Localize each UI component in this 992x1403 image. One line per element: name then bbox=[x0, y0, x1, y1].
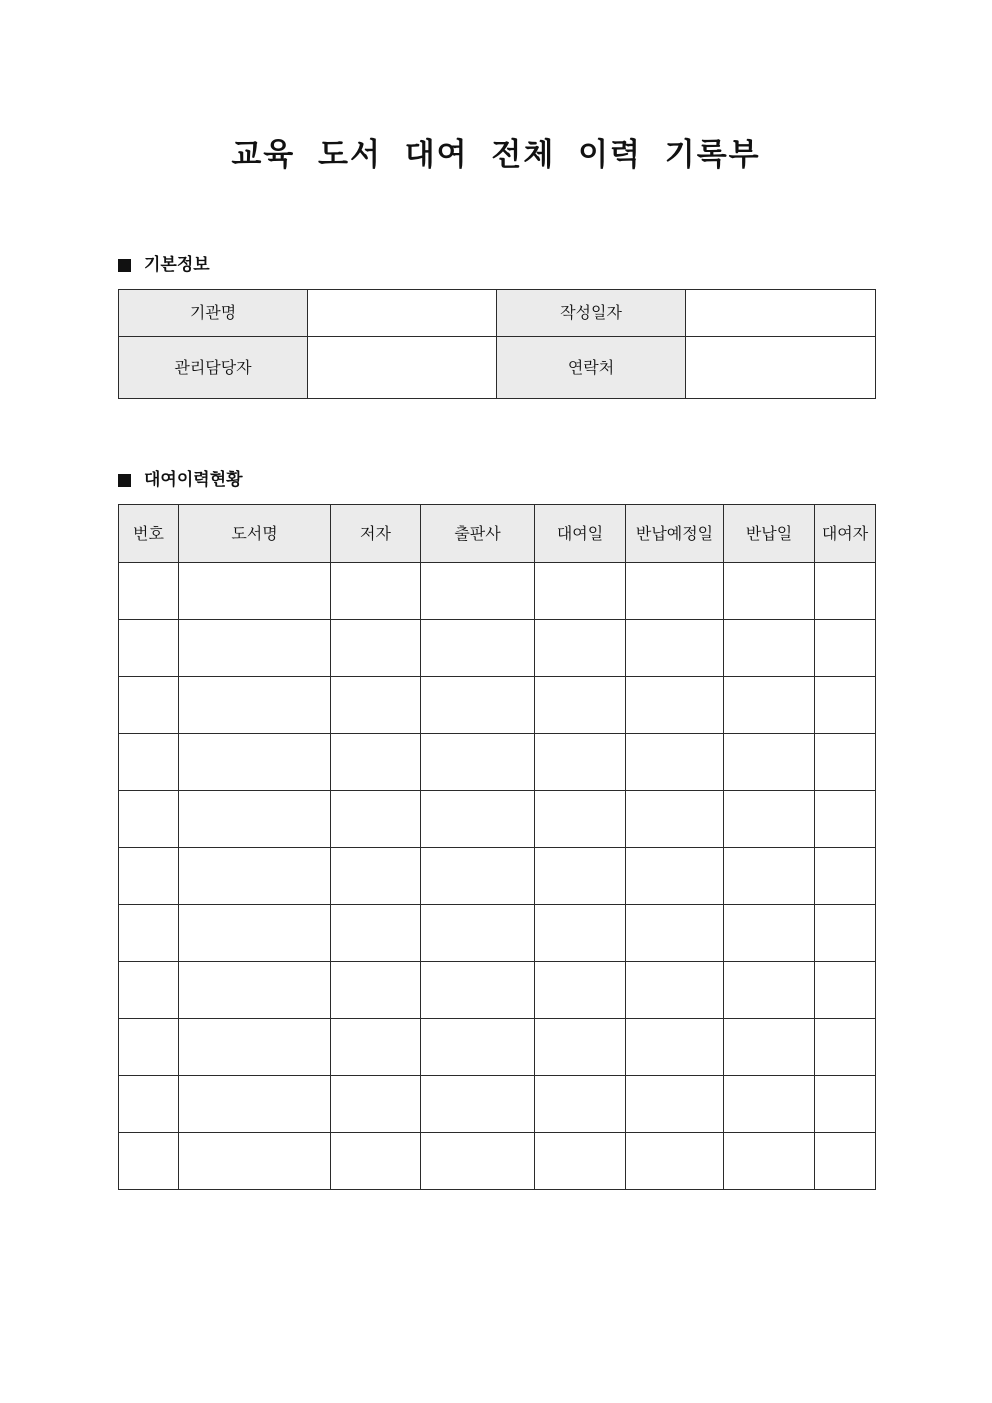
rental-history-heading bbox=[118, 468, 243, 492]
basic-info-row bbox=[119, 290, 876, 337]
cell-no[interactable] bbox=[119, 677, 179, 734]
cell-book-title[interactable] bbox=[179, 848, 331, 905]
cell-return-date[interactable] bbox=[724, 905, 815, 962]
cell-no[interactable] bbox=[119, 620, 179, 677]
cell-due-date[interactable] bbox=[626, 962, 724, 1019]
cell-due-date[interactable] bbox=[626, 563, 724, 620]
cell-book-title[interactable] bbox=[179, 677, 331, 734]
cell-author[interactable] bbox=[331, 1076, 421, 1133]
cell-rental-date[interactable] bbox=[535, 1133, 626, 1190]
cell-publisher[interactable] bbox=[421, 734, 535, 791]
cell-return-date[interactable] bbox=[724, 1019, 815, 1076]
cell-publisher[interactable] bbox=[421, 1076, 535, 1133]
column-header-return-date: 반납일 bbox=[724, 505, 815, 563]
cell-borrower[interactable] bbox=[815, 1019, 876, 1076]
cell-book-title[interactable] bbox=[179, 1076, 331, 1133]
column-header-author: 저자 bbox=[331, 505, 421, 563]
cell-return-date[interactable] bbox=[724, 1076, 815, 1133]
cell-no[interactable] bbox=[119, 1076, 179, 1133]
cell-book-title[interactable] bbox=[179, 620, 331, 677]
column-header-book-title: 도서명 bbox=[179, 505, 331, 563]
date-label: 작성일자 bbox=[497, 290, 686, 337]
cell-author[interactable] bbox=[331, 734, 421, 791]
cell-rental-date[interactable] bbox=[535, 677, 626, 734]
table-row bbox=[119, 1133, 876, 1190]
cell-no[interactable] bbox=[119, 962, 179, 1019]
basic-info-table bbox=[118, 289, 876, 399]
cell-rental-date[interactable] bbox=[535, 962, 626, 1019]
cell-publisher[interactable] bbox=[421, 848, 535, 905]
institution-field[interactable] bbox=[308, 290, 497, 337]
cell-due-date[interactable] bbox=[626, 1133, 724, 1190]
cell-author[interactable] bbox=[331, 848, 421, 905]
cell-return-date[interactable] bbox=[724, 791, 815, 848]
cell-book-title[interactable] bbox=[179, 734, 331, 791]
table-row bbox=[119, 905, 876, 962]
cell-return-date[interactable] bbox=[724, 1133, 815, 1190]
cell-rental-date[interactable] bbox=[535, 791, 626, 848]
basic-info-heading-text: 기본정보 bbox=[144, 255, 210, 275]
cell-due-date[interactable] bbox=[626, 1019, 724, 1076]
cell-rental-date[interactable] bbox=[535, 734, 626, 791]
contact-field[interactable] bbox=[686, 337, 876, 399]
cell-rental-date[interactable] bbox=[535, 905, 626, 962]
cell-no[interactable] bbox=[119, 563, 179, 620]
table-header-row bbox=[119, 505, 876, 563]
cell-no[interactable] bbox=[119, 1019, 179, 1076]
cell-book-title[interactable] bbox=[179, 962, 331, 1019]
table-row bbox=[119, 620, 876, 677]
cell-author[interactable] bbox=[331, 791, 421, 848]
cell-borrower[interactable] bbox=[815, 791, 876, 848]
cell-rental-date[interactable] bbox=[535, 1019, 626, 1076]
rental-history-table bbox=[118, 504, 876, 1190]
rental-history-heading-text: 대여이력현황 bbox=[144, 470, 243, 490]
cell-return-date[interactable] bbox=[724, 620, 815, 677]
cell-publisher[interactable] bbox=[421, 962, 535, 1019]
cell-due-date[interactable] bbox=[626, 734, 724, 791]
table-row bbox=[119, 563, 876, 620]
column-header-rental-date: 대여일 bbox=[535, 505, 626, 563]
cell-no[interactable] bbox=[119, 734, 179, 791]
cell-author[interactable] bbox=[331, 905, 421, 962]
cell-borrower[interactable] bbox=[815, 1133, 876, 1190]
cell-borrower[interactable] bbox=[815, 734, 876, 791]
cell-due-date[interactable] bbox=[626, 677, 724, 734]
contact-label: 연락처 bbox=[497, 337, 686, 399]
cell-due-date[interactable] bbox=[626, 848, 724, 905]
cell-no[interactable] bbox=[119, 905, 179, 962]
table-row bbox=[119, 791, 876, 848]
cell-rental-date[interactable] bbox=[535, 848, 626, 905]
cell-no[interactable] bbox=[119, 848, 179, 905]
cell-author[interactable] bbox=[331, 677, 421, 734]
cell-rental-date[interactable] bbox=[535, 1076, 626, 1133]
date-field[interactable] bbox=[686, 290, 876, 337]
cell-due-date[interactable] bbox=[626, 1076, 724, 1133]
cell-author[interactable] bbox=[331, 962, 421, 1019]
cell-author[interactable] bbox=[331, 1019, 421, 1076]
cell-publisher[interactable] bbox=[421, 563, 535, 620]
cell-borrower[interactable] bbox=[815, 905, 876, 962]
cell-rental-date[interactable] bbox=[535, 620, 626, 677]
cell-publisher[interactable] bbox=[421, 620, 535, 677]
square-bullet-icon bbox=[118, 474, 131, 487]
cell-publisher[interactable] bbox=[421, 677, 535, 734]
cell-book-title[interactable] bbox=[179, 905, 331, 962]
column-header-due-date: 반납예정일 bbox=[626, 505, 724, 563]
cell-return-date[interactable] bbox=[724, 848, 815, 905]
cell-publisher[interactable] bbox=[421, 791, 535, 848]
cell-borrower[interactable] bbox=[815, 848, 876, 905]
basic-info-row bbox=[119, 337, 876, 399]
document-title: 교육 도서 대여 전체 이력 기록부 bbox=[231, 137, 761, 173]
cell-borrower[interactable] bbox=[815, 677, 876, 734]
cell-no[interactable] bbox=[119, 1133, 179, 1190]
cell-no[interactable] bbox=[119, 791, 179, 848]
cell-borrower[interactable] bbox=[815, 1076, 876, 1133]
table-row bbox=[119, 677, 876, 734]
cell-publisher[interactable] bbox=[421, 1133, 535, 1190]
cell-return-date[interactable] bbox=[724, 677, 815, 734]
cell-rental-date[interactable] bbox=[535, 563, 626, 620]
cell-book-title[interactable] bbox=[179, 791, 331, 848]
square-bullet-icon bbox=[118, 259, 131, 272]
institution-label: 기관명 bbox=[119, 290, 308, 337]
cell-due-date[interactable] bbox=[626, 620, 724, 677]
cell-return-date[interactable] bbox=[724, 962, 815, 1019]
table-row bbox=[119, 1076, 876, 1133]
table-row bbox=[119, 962, 876, 1019]
cell-publisher[interactable] bbox=[421, 1019, 535, 1076]
cell-book-title[interactable] bbox=[179, 563, 331, 620]
column-header-borrower: 대여자 bbox=[815, 505, 876, 563]
cell-book-title[interactable] bbox=[179, 1019, 331, 1076]
cell-author[interactable] bbox=[331, 620, 421, 677]
cell-borrower[interactable] bbox=[815, 962, 876, 1019]
table-row bbox=[119, 734, 876, 791]
cell-author[interactable] bbox=[331, 563, 421, 620]
cell-publisher[interactable] bbox=[421, 905, 535, 962]
column-header-publisher: 출판사 bbox=[421, 505, 535, 563]
cell-book-title[interactable] bbox=[179, 1133, 331, 1190]
cell-borrower[interactable] bbox=[815, 620, 876, 677]
cell-return-date[interactable] bbox=[724, 563, 815, 620]
table-row bbox=[119, 848, 876, 905]
cell-due-date[interactable] bbox=[626, 905, 724, 962]
column-header-no: 번호 bbox=[119, 505, 179, 563]
manager-label: 관리담당자 bbox=[119, 337, 308, 399]
cell-borrower[interactable] bbox=[815, 563, 876, 620]
manager-field[interactable] bbox=[308, 337, 497, 399]
cell-author[interactable] bbox=[331, 1133, 421, 1190]
cell-return-date[interactable] bbox=[724, 734, 815, 791]
cell-due-date[interactable] bbox=[626, 791, 724, 848]
table-row bbox=[119, 1019, 876, 1076]
basic-info-heading bbox=[118, 253, 210, 277]
